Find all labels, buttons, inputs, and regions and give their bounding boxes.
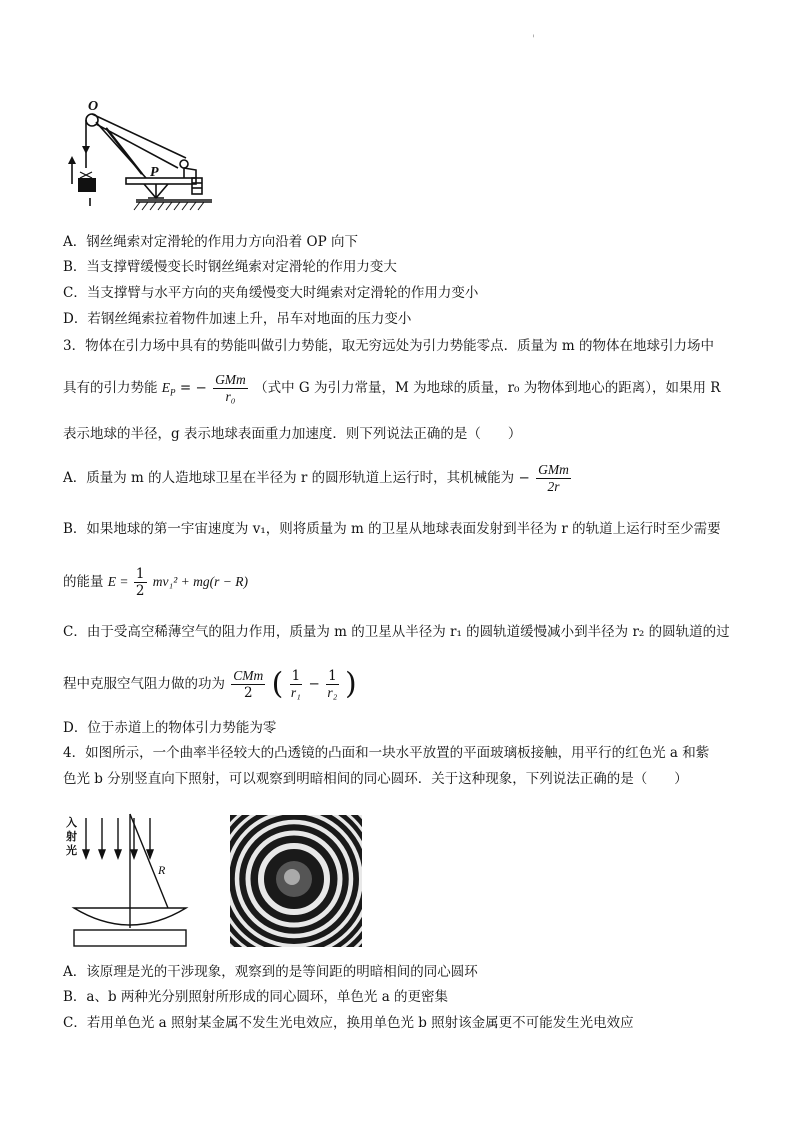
lens-figure bbox=[66, 812, 196, 952]
q3-c-in1-num: 1 bbox=[291, 668, 301, 684]
ep-den: r₀ bbox=[225, 389, 236, 404]
q3-c-in2-den: r₂ bbox=[327, 685, 338, 700]
q3-b-half-den: 2 bbox=[135, 583, 145, 599]
q3-option-a: A．质量为 m 的人造地球卫星在半径为 r 的圆形轨道上运行时，其机械能为 − $\frac{\text{GMm}}{2r}$ bbox=[63, 462, 569, 494]
header-mark: ' bbox=[532, 34, 535, 45]
q3-c-fraction bbox=[231, 668, 265, 701]
q3-b-pre: 的能量 bbox=[63, 574, 104, 590]
q4-option-a: A．该原理是光的干涉现象，观察到的是等间距的明暗相间的同心圆环 bbox=[63, 964, 478, 980]
ep-num: GMm bbox=[215, 372, 246, 387]
q3-c-inner1 bbox=[290, 668, 303, 701]
arrow-down-icon bbox=[82, 146, 90, 154]
q3-stem-line3: 表示地球的半径，g 表示地球表面重力加速度．则下列说法正确的是（ ） bbox=[63, 426, 522, 442]
q3-c-inner2 bbox=[326, 668, 339, 701]
q3-a-den: 2r bbox=[547, 479, 560, 494]
q2-option-a: A．钢丝绳索对定滑轮的作用力方向沿着 OP 向下 bbox=[63, 234, 358, 250]
ep-lhs: E bbox=[161, 380, 171, 395]
ep-eq: = − bbox=[179, 380, 207, 396]
ep-fraction bbox=[213, 372, 248, 405]
q3-option-a-text: A．质量为 m 的人造地球卫星在半径为 r 的圆形轨道上运行时，其机械能为 bbox=[63, 470, 515, 486]
q3-c-num: CMm bbox=[233, 668, 264, 683]
q4-stem-line2: 色光 b 分别竖直向下照射，可以观察到明暗相间的同心圆环．关于这种现象，下列说法正确的是（ ） bbox=[63, 771, 688, 787]
q4-stem-line1: 4．如图所示，一个曲率半径较大的凸透镜的凸面和一块水平放置的平面玻璃板接触，用平行的红色光 a 和紫 bbox=[63, 745, 710, 761]
q2-option-c: C．当支撑臂与水平方向的夹角缓慢变大时绳索对定滑轮的作用力变小 bbox=[63, 285, 479, 301]
q3-b-half bbox=[134, 566, 147, 599]
q3-b-eq-rest: mv₁² + mg(r − R) bbox=[152, 574, 248, 589]
q3-b-eq: E = bbox=[107, 574, 132, 589]
q3-c-den: 2 bbox=[244, 685, 253, 701]
q4-option-b: B．a、b 两种光分别照射所形成的同心圆环，单色光 a 的更密集 bbox=[63, 989, 449, 1005]
label-p: P bbox=[150, 165, 159, 180]
q2-option-b: B．当支撑臂缓慢变长时钢丝绳索对定滑轮的作用力变大 bbox=[63, 259, 397, 275]
ep-sub: P bbox=[170, 387, 176, 398]
load-block bbox=[78, 178, 96, 192]
q3-stem-line2 bbox=[63, 372, 720, 405]
incident-light-label: 入射光 bbox=[66, 816, 77, 857]
q3-a-fraction bbox=[536, 462, 571, 495]
label-o: O bbox=[88, 99, 99, 114]
q3-option-c-line2: 程中克服空气阻力做的功为 $\frac{\text{CMm}}{2}$ ( $\frac{1}{\text{r₁}}$ − $\frac{1}{\text{r₂}}$ ) bbox=[63, 666, 357, 702]
q4-option-c: C．若用单色光 a 照射某金属不发生光电效应，换用单色光 b 照射该金属更不可能发生光电效应 bbox=[63, 1015, 634, 1031]
q3-option-c-line1: C．由于受高空稀薄空气的阻力作用，质量为 m 的卫星从半径为 r₁ 的圆轨道缓慢减小到半径为 r₂ 的圆轨道的过 bbox=[63, 624, 730, 640]
q3-stem-line2-pre: 具有的引力势能 bbox=[63, 380, 158, 396]
q3-option-b-line1: B．如果地球的第一宇宙速度为 v₁，则将质量为 m 的卫星从地球表面发射到半径为 r 的轨道上运行时至少需要 bbox=[63, 521, 721, 537]
q3-c-pre: 程中克服空气阻力做的功为 bbox=[63, 676, 225, 692]
label-r: R bbox=[158, 863, 166, 877]
q3-stem-line2-post: （式中 G 为引力常量，M 为地球的质量，r₀ 为物体到地心的距离），如果用 R bbox=[254, 380, 721, 396]
paren-open: ( bbox=[271, 666, 284, 702]
q3-c-in1-den: r₁ bbox=[290, 685, 301, 700]
q3-c-in2-num: 1 bbox=[328, 668, 337, 684]
q3-stem-line1: 3．物体在引力场中具有的势能叫做引力势能，取无穷远处为引力势能零点．质量为 m 的物体在地球引力场中 bbox=[63, 338, 714, 354]
q3-a-num: GMm bbox=[538, 462, 569, 477]
newton-rings-figure bbox=[230, 815, 362, 947]
q3-option-d: D．位于赤道上的物体引力势能为零 bbox=[63, 720, 277, 736]
paren-close: ) bbox=[345, 666, 357, 702]
q2-option-d: D．若钢丝绳索拉着物件加速上升，吊车对地面的压力变小 bbox=[63, 311, 412, 327]
crane-figure bbox=[66, 98, 216, 218]
q3-b-half-num: 1 bbox=[135, 566, 145, 582]
arrow-up-icon bbox=[68, 156, 76, 164]
q3-option-b-line2 bbox=[63, 566, 248, 599]
